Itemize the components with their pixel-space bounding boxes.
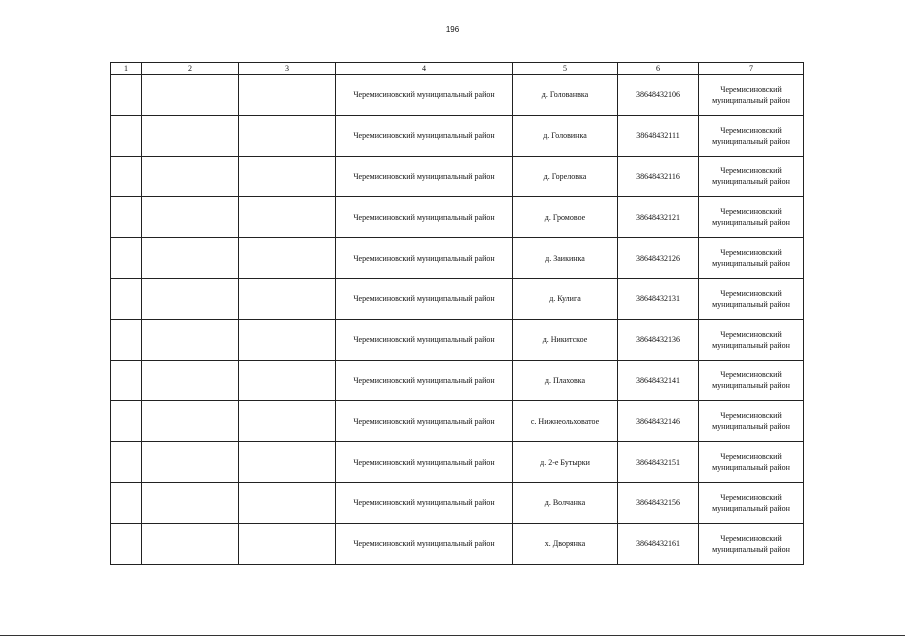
oktmo-cell: 38648432151 bbox=[618, 442, 699, 483]
settlement-cell: д. Голованвка bbox=[513, 75, 618, 116]
settlement-cell: х. Дворянка bbox=[513, 523, 618, 564]
cell-col-3-empty bbox=[239, 197, 336, 238]
oktmo-cell: 38648432106 bbox=[618, 75, 699, 116]
municipality-line: Черемисиновский bbox=[720, 166, 782, 176]
table-row bbox=[111, 442, 804, 483]
municipality-cell bbox=[699, 482, 804, 523]
cell-col-3-empty bbox=[239, 360, 336, 401]
cell-col-1-empty bbox=[111, 401, 142, 442]
cell-col-3-empty bbox=[239, 401, 336, 442]
cell-col-1-empty bbox=[111, 115, 142, 156]
municipality-cell bbox=[699, 197, 804, 238]
cell-col-3-empty bbox=[239, 156, 336, 197]
cell-col-3-empty bbox=[239, 75, 336, 116]
settlement-cell: д. Гореловка bbox=[513, 156, 618, 197]
district-cell: Черемисиновский муниципальный район bbox=[336, 197, 513, 238]
district-cell: Черемисиновский муниципальный район bbox=[336, 360, 513, 401]
table-row bbox=[111, 156, 804, 197]
cell-col-3-empty bbox=[239, 238, 336, 279]
municipality-line: Черемисиновский bbox=[720, 329, 782, 339]
municipality-line: Черемисиновский bbox=[720, 492, 782, 502]
municipality-line: муниципальный район bbox=[712, 422, 790, 432]
column-number: 6 bbox=[618, 63, 699, 75]
district-cell: Черемисиновский муниципальный район bbox=[336, 115, 513, 156]
column-number: 3 bbox=[239, 63, 336, 75]
table-row bbox=[111, 319, 804, 360]
table-row bbox=[111, 197, 804, 238]
cell-col-1-empty bbox=[111, 482, 142, 523]
settlement-cell: д. Плаховка bbox=[513, 360, 618, 401]
cell-col-2-empty bbox=[142, 115, 239, 156]
column-number: 7 bbox=[699, 63, 804, 75]
cell-col-3-empty bbox=[239, 442, 336, 483]
column-number: 2 bbox=[142, 63, 239, 75]
cell-col-1-empty bbox=[111, 278, 142, 319]
settlement-cell: д. Заикинка bbox=[513, 238, 618, 279]
cell-col-2-empty bbox=[142, 360, 239, 401]
district-cell: Черемисиновский муниципальный район bbox=[336, 482, 513, 523]
table-row bbox=[111, 360, 804, 401]
settlement-cell: д. Кулига bbox=[513, 278, 618, 319]
oktmo-cell: 38648432161 bbox=[618, 523, 699, 564]
cell-col-2-empty bbox=[142, 197, 239, 238]
table-row bbox=[111, 401, 804, 442]
settlement-cell: с. Нижнеольховатое bbox=[513, 401, 618, 442]
municipality-line: Черемисиновский bbox=[720, 370, 782, 380]
district-cell: Черемисиновский муниципальный район bbox=[336, 156, 513, 197]
municipality-cell bbox=[699, 278, 804, 319]
column-number: 5 bbox=[513, 63, 618, 75]
district-cell: Черемисиновский муниципальный район bbox=[336, 319, 513, 360]
cell-col-1-empty bbox=[111, 523, 142, 564]
column-number: 1 bbox=[111, 63, 142, 75]
municipality-line: муниципальный район bbox=[712, 463, 790, 473]
municipality-cell bbox=[699, 115, 804, 156]
settlement-cell: д. Головинка bbox=[513, 115, 618, 156]
cell-col-2-empty bbox=[142, 156, 239, 197]
cell-col-2-empty bbox=[142, 523, 239, 564]
municipality-line: Черемисиновский bbox=[720, 84, 782, 94]
cell-col-1-empty bbox=[111, 156, 142, 197]
page-bottom-rule bbox=[0, 635, 905, 636]
cell-col-3-empty bbox=[239, 319, 336, 360]
cell-col-1-empty bbox=[111, 319, 142, 360]
cell-col-2-empty bbox=[142, 401, 239, 442]
municipality-cell bbox=[699, 442, 804, 483]
table-row bbox=[111, 75, 804, 116]
oktmo-cell: 38648432141 bbox=[618, 360, 699, 401]
district-cell: Черемисиновский муниципальный район bbox=[336, 238, 513, 279]
oktmo-cell: 38648432156 bbox=[618, 482, 699, 523]
municipality-line: Черемисиновский bbox=[720, 125, 782, 135]
cell-col-1-empty bbox=[111, 360, 142, 401]
district-cell: Черемисиновский муниципальный район bbox=[336, 401, 513, 442]
cell-col-1-empty bbox=[111, 197, 142, 238]
table-row bbox=[111, 238, 804, 279]
registry-table bbox=[110, 62, 804, 565]
municipality-cell bbox=[699, 75, 804, 116]
municipality-cell bbox=[699, 360, 804, 401]
settlement-cell: д. Громовое bbox=[513, 197, 618, 238]
district-cell: Черемисиновский муниципальный район bbox=[336, 278, 513, 319]
oktmo-cell: 38648432131 bbox=[618, 278, 699, 319]
oktmo-cell: 38648432136 bbox=[618, 319, 699, 360]
municipality-cell bbox=[699, 319, 804, 360]
oktmo-cell: 38648432116 bbox=[618, 156, 699, 197]
municipality-line: Черемисиновский bbox=[720, 533, 782, 543]
municipality-line: Черемисиновский bbox=[720, 207, 782, 217]
cell-col-2-empty bbox=[142, 278, 239, 319]
district-cell: Черемисиновский муниципальный район bbox=[336, 442, 513, 483]
table-row bbox=[111, 115, 804, 156]
municipality-cell bbox=[699, 156, 804, 197]
municipality-line: Черемисиновский bbox=[720, 452, 782, 462]
cell-col-2-empty bbox=[142, 319, 239, 360]
municipality-cell bbox=[699, 401, 804, 442]
cell-col-3-empty bbox=[239, 115, 336, 156]
municipality-line: муниципальный район bbox=[712, 177, 790, 187]
cell-col-2-empty bbox=[142, 238, 239, 279]
oktmo-cell: 38648432121 bbox=[618, 197, 699, 238]
municipality-line: Черемисиновский bbox=[720, 248, 782, 258]
oktmo-cell: 38648432146 bbox=[618, 401, 699, 442]
column-number: 4 bbox=[336, 63, 513, 75]
municipality-line: муниципальный район bbox=[712, 218, 790, 228]
table-row bbox=[111, 482, 804, 523]
municipality-line: муниципальный район bbox=[712, 340, 790, 350]
municipality-cell bbox=[699, 523, 804, 564]
oktmo-cell: 38648432126 bbox=[618, 238, 699, 279]
table-row bbox=[111, 523, 804, 564]
municipality-line: муниципальный район bbox=[712, 299, 790, 309]
district-cell: Черемисиновский муниципальный район bbox=[336, 523, 513, 564]
municipality-line: муниципальный район bbox=[712, 381, 790, 391]
municipality-line: муниципальный район bbox=[712, 544, 790, 554]
cell-col-3-empty bbox=[239, 523, 336, 564]
settlement-cell: д. Никитское bbox=[513, 319, 618, 360]
municipality-line: муниципальный район bbox=[712, 259, 790, 269]
page-number: 196 bbox=[445, 25, 460, 34]
settlement-cell: д. 2-е Бутырки bbox=[513, 442, 618, 483]
cell-col-1-empty bbox=[111, 238, 142, 279]
cell-col-1-empty bbox=[111, 75, 142, 116]
cell-col-2-empty bbox=[142, 482, 239, 523]
oktmo-cell: 38648432111 bbox=[618, 115, 699, 156]
settlement-cell: д. Волчанка bbox=[513, 482, 618, 523]
cell-col-2-empty bbox=[142, 75, 239, 116]
column-number-row bbox=[111, 63, 804, 75]
municipality-cell bbox=[699, 238, 804, 279]
municipality-line: Черемисиновский bbox=[720, 411, 782, 421]
district-cell: Черемисиновский муниципальный район bbox=[336, 75, 513, 116]
cell-col-3-empty bbox=[239, 278, 336, 319]
municipality-line: муниципальный район bbox=[712, 503, 790, 513]
cell-col-1-empty bbox=[111, 442, 142, 483]
cell-col-2-empty bbox=[142, 442, 239, 483]
table-row bbox=[111, 278, 804, 319]
municipality-line: муниципальный район bbox=[712, 136, 790, 146]
municipality-line: муниципальный район bbox=[712, 95, 790, 105]
municipality-line: Черемисиновский bbox=[720, 288, 782, 298]
cell-col-3-empty bbox=[239, 482, 336, 523]
